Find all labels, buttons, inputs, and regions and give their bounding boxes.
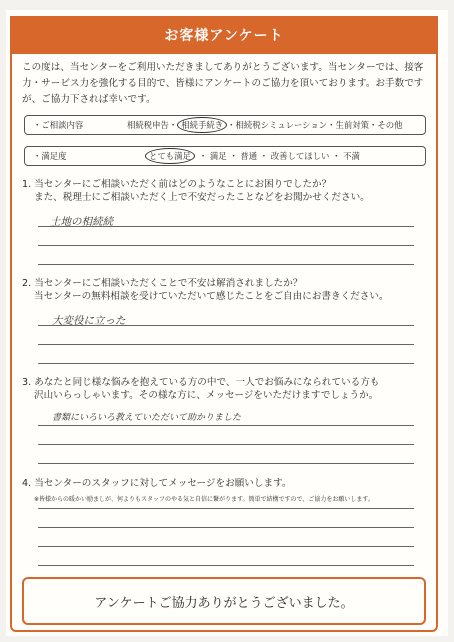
question-1-line2: また、税理士にご相談いただく上で不安だったことなどをお聞かせください。 (34, 192, 370, 203)
question-3 (22, 376, 426, 402)
survey-title: お客様アンケート (164, 28, 284, 44)
question-3-line1: 3. あなたと同じ様な悩みを抱えている方の中で、一人でお悩みになられている方も (22, 377, 380, 388)
question-2 (22, 277, 426, 303)
answer-line (38, 344, 414, 345)
answer-line (38, 264, 414, 265)
answer-line (38, 226, 414, 227)
question-4-note: ※皆様からの暖かい励ましが、何よりもスタッフのやる気と自信に繋がります。簡単で結構ですので、ご協力をお願いします。 (34, 496, 374, 503)
question-2-line2: 当センターの無料相談を受けていただいて感じたことをご自由にお書きください。 (34, 291, 389, 302)
thanks-box (22, 577, 426, 625)
satisfaction-box (24, 146, 426, 166)
consult-option-inheritance-procedure: 相続手続き (177, 117, 227, 133)
answer-line (38, 245, 414, 246)
answer-line (38, 565, 414, 566)
satisfaction-option-very-satisfied: とても満足 (145, 148, 195, 164)
answer-line (38, 527, 414, 528)
consult-content-box (24, 115, 426, 135)
intro-text: この度は、当センターをご利用いただきましてありがとうございます。当センターでは、接客力・サービス力を強化する目的で、皆様にアンケートのご協力を頂いております。お手数ですが、ご協力下されば幸いです。 (22, 62, 424, 105)
answer-line (38, 546, 414, 547)
answer-3: 書類にいろいろ教えていただいて助かりました (52, 413, 242, 423)
answer-2: 大変役に立った (52, 315, 126, 327)
consult-label: ・ご相談内容 (33, 120, 84, 130)
consult-option-tax-return: 相続税申告・ (127, 120, 178, 130)
thanks-message: アンケートご協力ありがとうございました。 (94, 595, 354, 611)
answer-line (38, 444, 414, 445)
question-1-line1: 1. 当センターにご相談いただく前はどのようなことにお困りでしたか？ (22, 179, 332, 190)
answer-line (38, 363, 414, 364)
answer-line (38, 425, 414, 426)
survey-header (10, 16, 438, 54)
answer-line (38, 463, 414, 464)
question-3-line2: 沢山いらっしゃいます。その様な方に、メッセージをいただけますでしょうか。 (34, 390, 379, 401)
satisfaction-option-others: ・ 満足 ・ 普通 ・ 改善してほしい ・ 不満 (198, 151, 360, 161)
consult-option-others: ・相続税シミュレーション・生前対策・その他 (227, 120, 403, 130)
question-1 (22, 178, 426, 204)
question-2-line1: 2. 当センターにご相談いただくことで不安は解消されましたか？ (22, 278, 303, 289)
satisfaction-label: ・満足度 (33, 151, 67, 161)
answer-line (38, 325, 414, 326)
answer-1: 土地の相続続 (50, 216, 113, 228)
question-4: 4. 当センターのスタッフに対してメッセージをお願いします。 (22, 478, 292, 489)
answer-line (38, 508, 414, 509)
